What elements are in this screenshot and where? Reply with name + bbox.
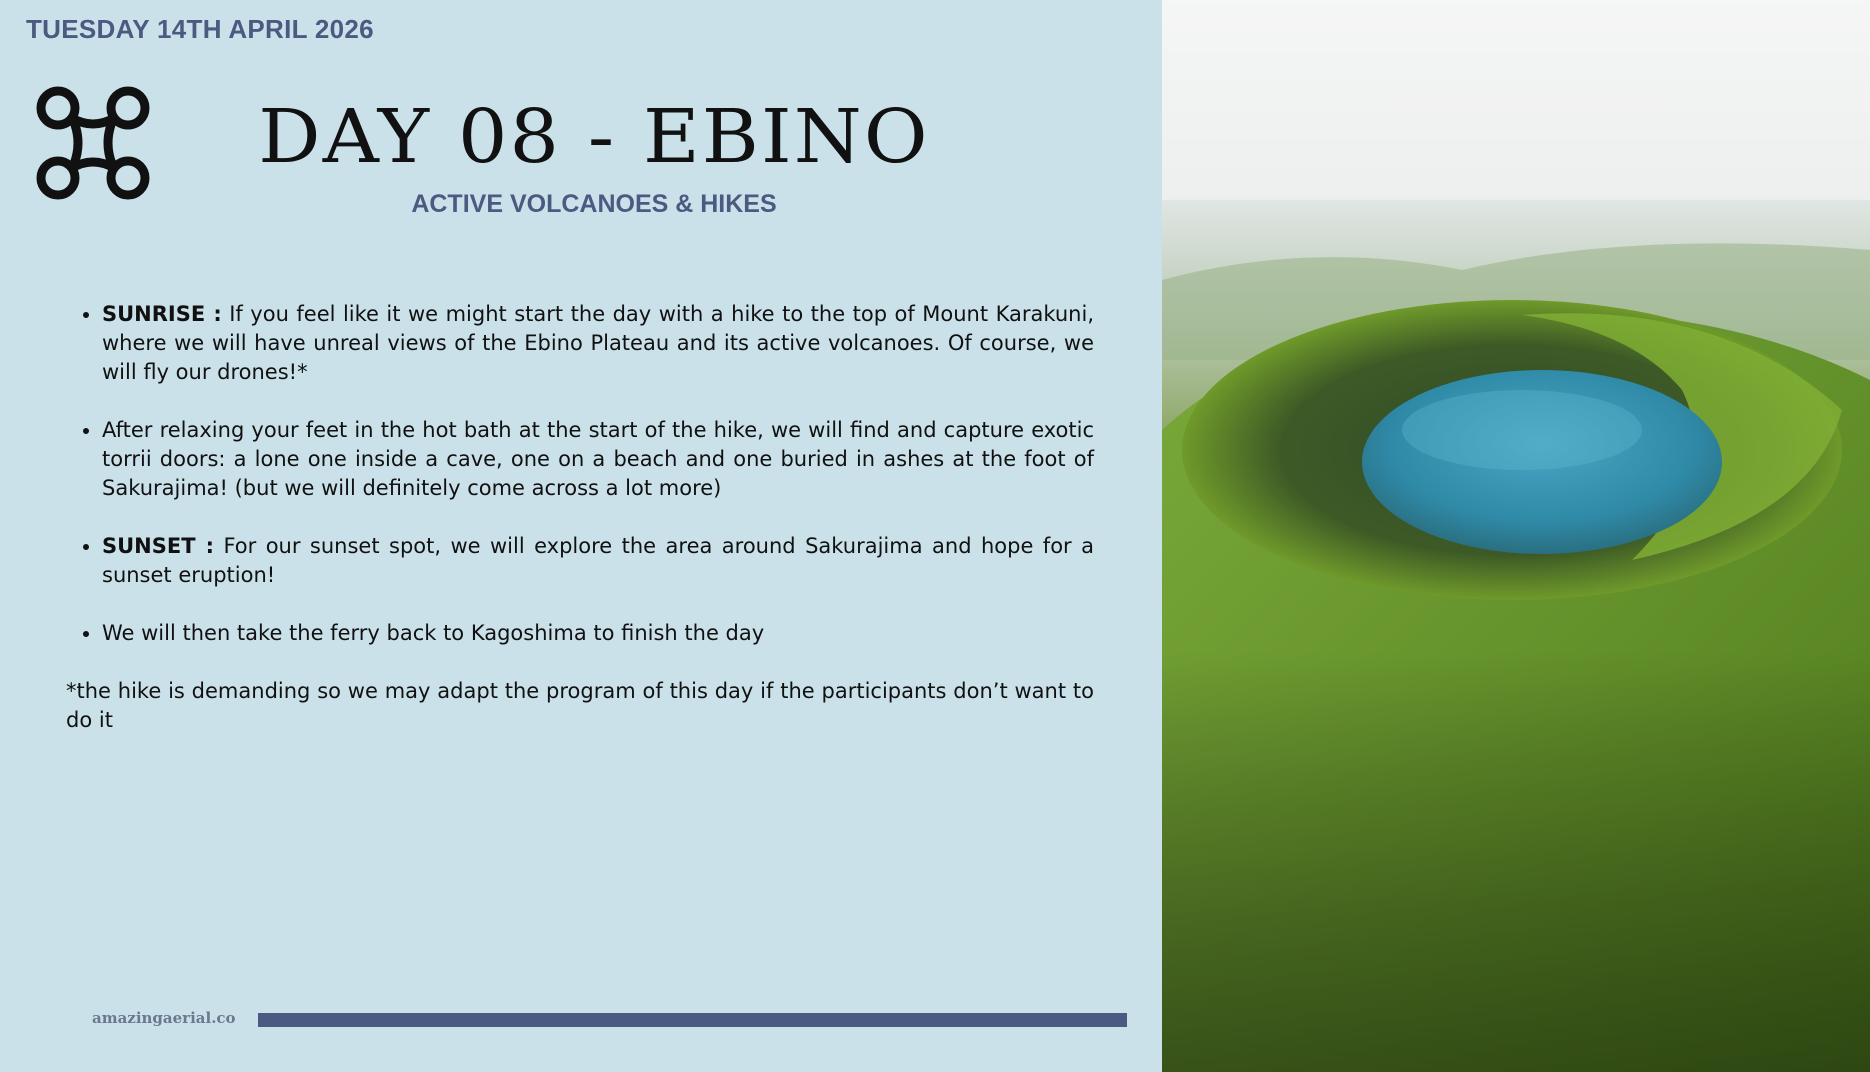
program-body <box>66 300 1094 735</box>
page-title: DAY 08 - EBINO <box>258 94 930 180</box>
item-lead: SUNRISE : <box>102 302 222 326</box>
list-item <box>102 532 1094 590</box>
drone-icon <box>34 84 152 202</box>
date-label: TUESDAY 14TH APRIL 2026 <box>26 14 374 44</box>
page-subtitle: ACTIVE VOLCANOES & HIKES <box>411 190 777 218</box>
item-lead: SUNSET : <box>102 534 215 558</box>
list-item <box>102 300 1094 387</box>
list-item <box>102 619 1094 648</box>
footer-bar <box>258 1013 1127 1027</box>
list-item <box>102 416 1094 503</box>
item-text: If you feel like it we might start the day with a hike to the top of Mount Karakuni, where we will have unreal views of the Ebino Plateau and its active volcanoes. Of course, we will fly our drones!* <box>102 302 1094 384</box>
program-list <box>66 300 1094 648</box>
item-text: We will then take the ferry back to Kagoshima to finish the day <box>102 621 765 645</box>
footnote: *the hike is demanding so we may adapt the program of this day if the participants don’t want to do it <box>66 679 1094 732</box>
item-text: For our sunset spot, we will explore the area around Sakurajima and hope for a sunset eruption! <box>102 534 1094 587</box>
footer-brand: amazingaerial.co <box>92 1009 236 1027</box>
item-text: After relaxing your feet in the hot bath at the start of the hike, we will find and capture exotic torrii doors: a lone one inside a cave, one on a beach and one buried in ashes at the foot of Sakurajima! (but we will definitely come across a lot more) <box>102 418 1094 500</box>
crater-lake-photo <box>1162 0 1870 1072</box>
